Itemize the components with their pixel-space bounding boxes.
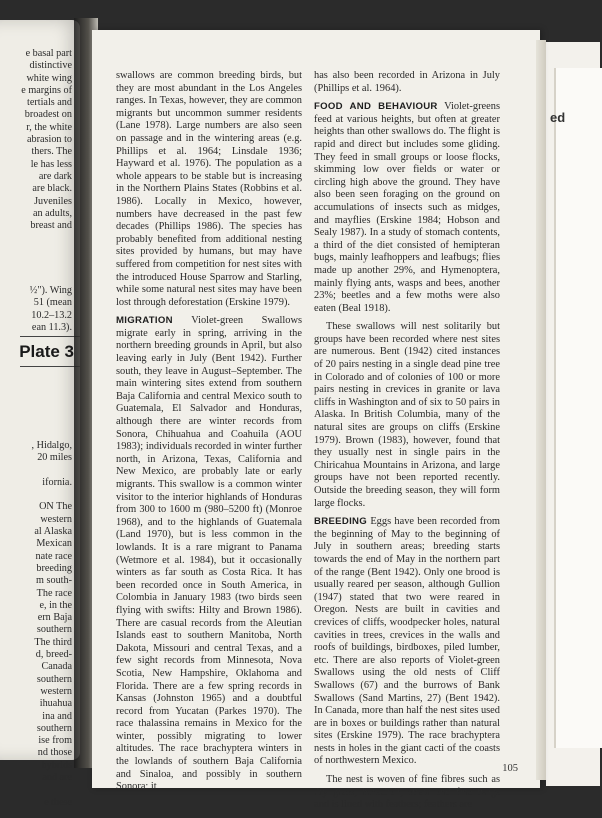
left-page-line: ina and (42, 710, 72, 722)
left-page-line: Mexican (36, 538, 72, 550)
paragraph-text: The nest is woven of fine fibres such as dry grass, horsehair, straw and fine twigs and is lined with feathers; feathers are (314, 774, 500, 811)
left-page-line: breeding (36, 562, 72, 574)
left-page-line (0, 489, 72, 501)
left-page-line: southern (36, 722, 72, 734)
paragraph-text: These swallows will nest solitarily but groups have been recorded where nest sites are numerous. Bent (1942) cited instances of 20 pairs nesting in a single dead pine tree in Colorado and of colonies of 100 or more pairs nesting in crevices in granite or lava cliffs in Washington and of six to 50 pairs in Alaska. In British Columbia, many of the natural sites are groups on cliffs (Erskine 1979). Brown (1983), however, found that they usually nest in single pairs in the Chiricahua Mountains in Arizona, and large groups have not been reported recently. Outside the breeding season, they will form large flocks. (314, 321, 500, 509)
left-page-line: e, in the (39, 599, 72, 611)
left-page-bottom-text (0, 440, 72, 809)
paragraph-text: swallows are common breeding birds, but they are most abundant in the Los Angeles ranges. In Texas, however, they are common migrants but uncommon summer residents (Lane 1978). Large numbers are also seen on passage and in the wintering areas (e.g. Phillips et al. 1964; Linsdale 1936; Hayward et al. 1976). The population as a whole appears to be stable but is increasing in the Northern Plains States (Robbins et al. 1986). Locally in Mexico, however, numbers have decreased in the past few decades (Phillips 1986). The species has probably benefited from additional nesting sites provided by humans, but may have suffered from competition for nest sites with the introduced House Sparrow and Starling, while some natural nest sites may have been lost through deforestation (Erskine 1979). (116, 70, 302, 308)
left-page-line: 10.2–13.2 (31, 309, 72, 321)
left-page-line: southern (36, 624, 72, 636)
next-leaf-fragment: ed (550, 110, 566, 125)
left-page-line: ern Baja (37, 612, 72, 624)
left-page-line: nate race (35, 550, 72, 562)
left-page-line: nd those (37, 747, 72, 759)
left-page-line: ON The (39, 501, 72, 513)
plate-heading: Plate 3 (19, 342, 74, 361)
paragraph-text: Eggs have been recorded from the beginning of May to the beginning of July in southern areas; breeding starts towards the end of May in the northern part of the range (Bent 1942). Only one brood is usually reared per season, although Gullion (1947) stated that two were reared in Oregon. Nests are built in cavities and crevices of cliffs, woodpecker holes, natural cavities in trees, crevices in the walls and roofs of buildings, birdboxes, piled lumber, etc. There are also reports of Violet-green Swallows using the old nests of Cliff Swallows (67) and the burrows of Bank Swallows (Sand Martins, 27) (Bent 1942). In Canada, more than half the nest sites used are in boxes or buildings rather than natural sites (Erskine 1979). The race brachyptera nests in holes in the giant cacti of the coasts of northwestern Mexico. (314, 516, 500, 767)
paragraph-text: Violet-green Swallows migrate early in spring, arriving in the northern breeding grounds in April, but also leaving early in July (Bent 1942). Further south, they leave in August–September. The main wintering sites extend from southern Baja California and central Mexico south to Guatemala, El Salvador and Honduras, although there are winter records from Sonora, Chihuahua and Coahuila (AOU 1983); individuals recorded in winter further north, in Arizona, Texas, California and New Mexico, are probably late or early migrants. This swallow is a common winter visitor to the interior highlands of Honduras from 300 to 1600 m (980–5200 ft) (Monroe 1968), and to the highlands of Guatemala (Land 1970), but is less common in the lowlands. It is a rare migrant to Panama (Wetmore et al. 1984), but it occasionally winters as far south as Costa Rica. It has been recorded once in South America, in Colombia in January 1983 (two birds seen flying with swifts: Hilty and Brown 1986). There are casual records from the Aleutian Islands east to southern Manitoba, North Dakota, Missouri and central Texas, and a few sight records from Minnesota, Nova Scotia, New Hampshire, Oklahoma and Florida. There are a few spring records in Kansas (Johnston 1965) and a doubtful record from Yucatan (Parkes 1970). The race thalassina remains in Mexico for the winter, possibly migrating to lower altitudes. The race brachyptera winters in the lowlands of southern Baja California and Sinaloa, and possibly in southern Sonora; it (116, 315, 302, 793)
paragraph (314, 70, 500, 95)
left-page-line: The third (34, 636, 72, 648)
page-number: 105 (502, 763, 518, 774)
next-leaf-band (554, 68, 602, 748)
left-page-line: d, breed- (35, 649, 72, 661)
plate-rule-top (20, 336, 80, 337)
left-page-line: Canada (41, 661, 72, 673)
left-page-line: The race (36, 587, 72, 599)
left-page-line: hybrids (41, 759, 72, 771)
section-heading: BREEDING (314, 516, 368, 528)
paragraph (314, 774, 500, 812)
section-paragraph (314, 101, 500, 315)
left-page-line: 20 miles (37, 452, 72, 464)
left-page (0, 20, 80, 808)
left-page-line: tertials and (27, 97, 72, 109)
left-page-line: al Alaska (34, 526, 72, 538)
left-page-line: southern (36, 673, 72, 685)
left-page-line: e margins of (21, 84, 72, 96)
section-paragraph (314, 516, 500, 768)
left-page-line: distinctive (29, 60, 72, 72)
left-page-line: ½"). Wing (29, 285, 72, 296)
paragraph-text: Violet-greens feed at various heights, but often at greater heights than other swallows do. The flight is rapid and direct but includes some gliding. They feed in small groups or loose flocks, skimming low over fields or water or circling high above the ground. They have also been seen foraging on the ground on accumulations of insects such as midges, and mayflies (Erskine 1984; Hobson and Sealy 1987). In a study of stomach contents, a third of the diet consisted of hemipteran bugs, mainly leafhoppers and leafbugs; flies made up another 29%, and Hymenoptera, mainly flying ants, wasps and bees, another 23%; beetles and a few moths were also eaten (Beal 1918). (314, 101, 500, 314)
left-page-line: , Hidalgo, (31, 440, 72, 451)
left-page-top-text (0, 48, 72, 232)
left-page-line: m south- (36, 575, 72, 587)
left-page-line: ean 11.3). (31, 321, 72, 333)
left-page-line: r, the white (26, 121, 72, 133)
left-page-measurements (0, 285, 72, 334)
left-page-line: an adults, (32, 207, 72, 219)
left-page-line: 51 (mean (33, 297, 72, 309)
text-column-right (314, 70, 500, 818)
left-page-line: western (40, 685, 72, 697)
page-edge (536, 40, 546, 780)
text-column-left (116, 70, 302, 800)
left-page-line: abrasion to (27, 134, 72, 146)
left-page-line: thers. The (31, 146, 72, 158)
left-page-line: ihuahua (39, 698, 72, 710)
left-page-line: le has less (30, 158, 72, 170)
left-page-line: are black. (32, 183, 72, 195)
left-page-line: broadest on (24, 109, 72, 121)
paragraph (314, 321, 500, 510)
left-page-line: e these (43, 796, 72, 808)
left-page-line: and are (42, 772, 72, 784)
left-page-line: Juveniles (34, 195, 72, 207)
section-heading: FOOD AND BEHAVIOUR (314, 101, 438, 113)
left-page-line: breast and (30, 220, 72, 232)
left-page-line: e basal part (25, 48, 72, 59)
right-page (92, 30, 540, 811)
section-paragraph (116, 315, 302, 794)
plate-rule-bottom (20, 366, 80, 367)
left-page-line (0, 784, 72, 796)
left-page-line: ise from (38, 735, 72, 747)
left-page-line: western (40, 513, 72, 525)
left-page-line: are dark (38, 170, 72, 182)
section-heading: MIGRATION (116, 315, 173, 327)
paragraph (116, 70, 302, 309)
left-page-line: ifornia. (42, 476, 72, 488)
next-leaf (546, 42, 600, 786)
paragraph-text: has also been recorded in Arizona in July (Phillips et al. 1964). (314, 70, 500, 94)
left-page-line: white wing (26, 72, 72, 84)
left-page-line (0, 465, 72, 477)
